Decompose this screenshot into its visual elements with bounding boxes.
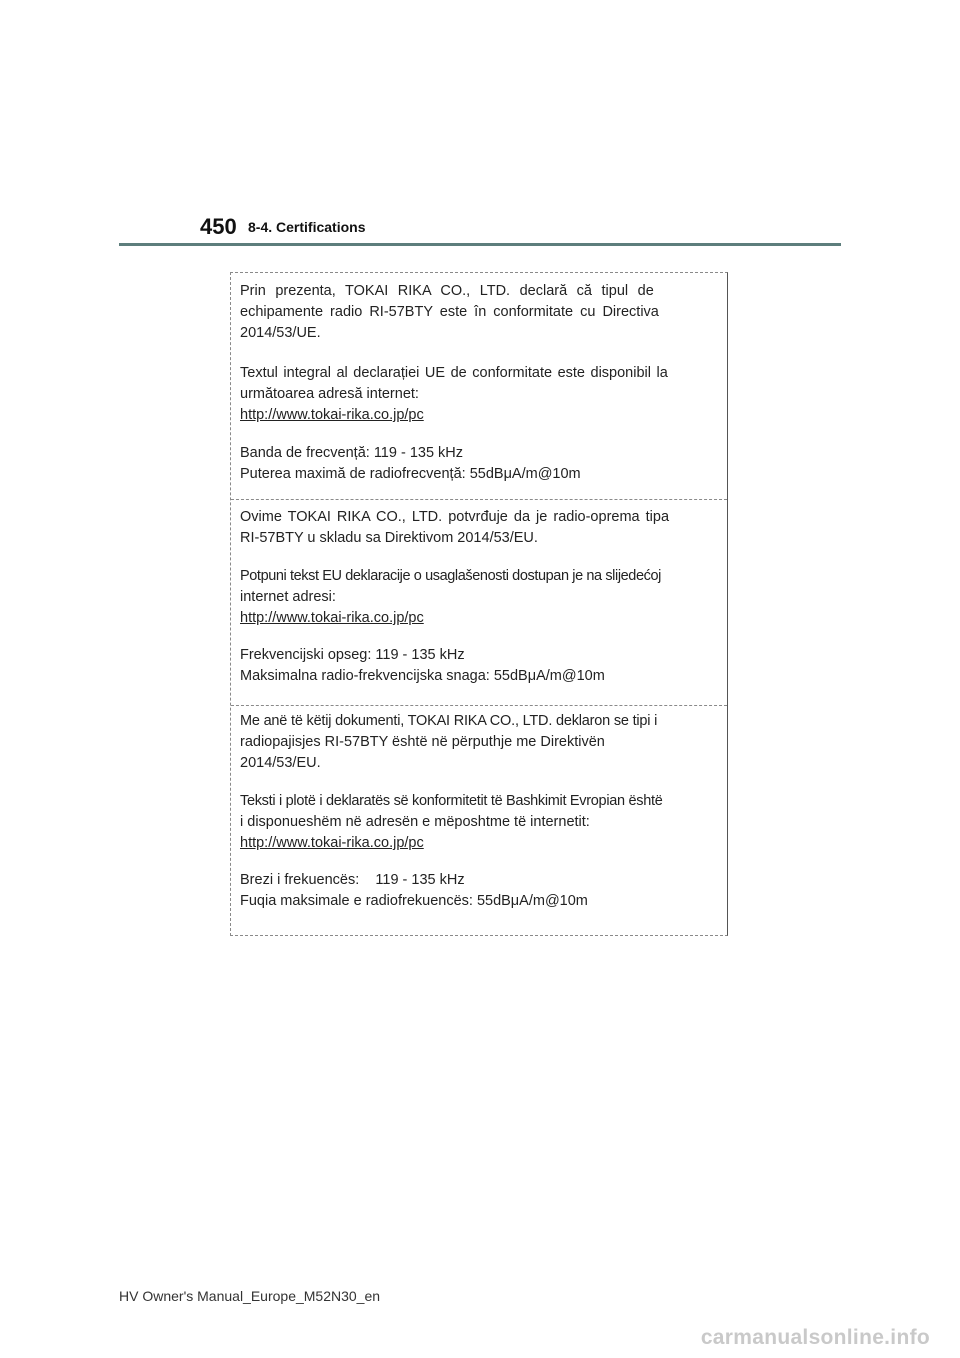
full-text-line: Textul integral al declarației UE de conformitate este disponibil la: [240, 365, 668, 381]
radio-specs: [240, 645, 705, 687]
full-text-line: internet adresi:: [240, 589, 336, 605]
radio-specs: [240, 870, 705, 912]
max-power: Maksimalna radio-frekvencijska snaga: 55dBμA/m@10m: [240, 668, 605, 684]
section-title: 8-4. Certifications: [248, 219, 366, 235]
declaration-text: [240, 507, 705, 549]
full-text-info: [240, 363, 705, 426]
declaration-line: radiopajisjes RI-57BTY është në përputhje me Direktivën: [240, 734, 605, 750]
page-number: 450: [200, 214, 237, 239]
declaration-line: RI-57BTY u skladu sa Direktivom 2014/53/EU.: [240, 530, 538, 546]
header-rule: [119, 243, 841, 246]
max-power: Puterea maximă de radiofrecvență: 55dBμA/m@10m: [240, 466, 581, 482]
frequency-band: Frekvencijski opseg: 119 - 135 kHz: [240, 647, 465, 663]
certification-box: [230, 272, 728, 936]
full-text-line: Potpuni tekst EU deklaracije o usaglašenosti dostupan je na slijedećoj: [240, 568, 661, 584]
radio-specs: [240, 443, 705, 485]
declaration-link[interactable]: http://www.tokai-rika.co.jp/pc: [240, 407, 424, 423]
declaration-link[interactable]: http://www.tokai-rika.co.jp/pc: [240, 835, 424, 851]
certification-romanian: [231, 273, 727, 500]
certification-albanian: [231, 706, 727, 937]
declaration-text: [240, 281, 705, 344]
declaration-line: Me anë të këtij dokumenti, TOKAI RIKA CO., LTD. deklaron se tipi i: [240, 713, 658, 729]
frequency-band: Banda de frecvență: 119 - 135 kHz: [240, 445, 464, 461]
full-text-line: Teksti i plotë i deklaratës së konformitetit të Bashkimit Evropian është: [240, 793, 663, 809]
max-power: Fuqia maksimale e radiofrekuencës: 55dBμA/m@10m: [240, 893, 588, 909]
declaration-line: Prin prezenta, TOKAI RIKA CO., LTD. declară că tipul de: [240, 283, 654, 299]
full-text-info: [240, 566, 705, 629]
watermark: carmanualsonline.info: [700, 1326, 930, 1349]
declaration-line: 2014/53/EU.: [240, 755, 321, 771]
certification-bosnian: [231, 500, 727, 706]
declaration-line: Ovime TOKAI RIKA CO., LTD. potvrđuje da je radio-oprema tipa: [240, 509, 670, 525]
frequency-band: Brezi i frekuencës: 119 - 135 kHz: [240, 872, 465, 888]
declaration-line: echipamente radio RI-57BTY este în conformitate cu Directiva: [240, 304, 659, 320]
full-text-line: i disponueshëm në adresën e mëposhtme të internetit:: [240, 814, 590, 830]
declaration-line: 2014/53/UE.: [240, 325, 321, 341]
declaration-text: [240, 711, 705, 774]
footer-manual-id: HV Owner's Manual_Europe_M52N30_en: [119, 1288, 381, 1304]
full-text-line: următoarea adresă internet:: [240, 386, 419, 402]
declaration-link[interactable]: http://www.tokai-rika.co.jp/pc: [240, 610, 424, 626]
full-text-info: [240, 791, 705, 854]
